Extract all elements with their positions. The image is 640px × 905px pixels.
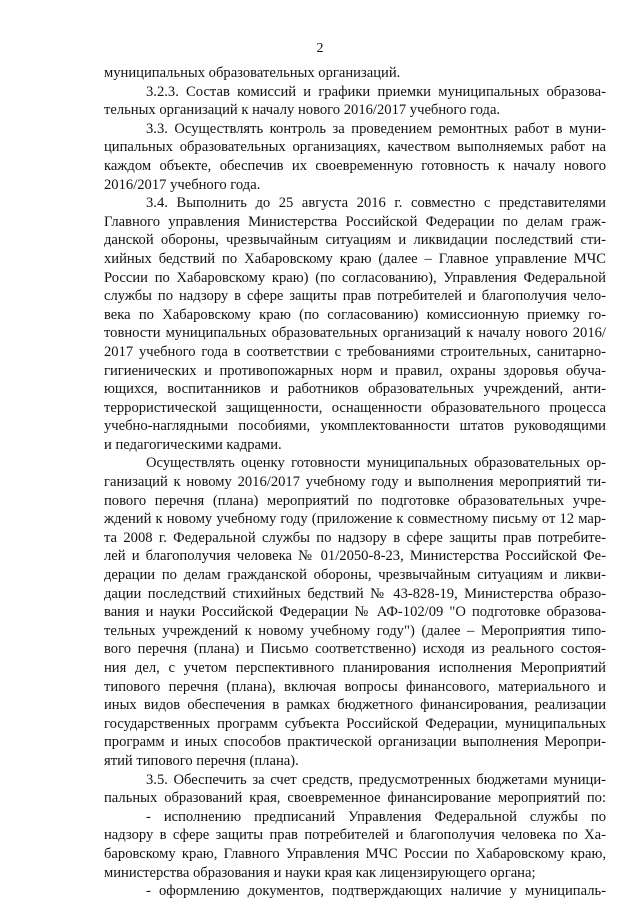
text-line: России по Хабаровскому краю) (по согласованию), Управления Федеральной <box>104 269 606 286</box>
text-line: учебно-наглядными пособиями, укомплектованности штатов руководящими <box>104 418 606 435</box>
text-line: государственных программ субъекта Российской Федерации, муниципальных <box>104 715 606 732</box>
text-line: данской обороны, чрезвычайным ситуациям и ликвидации последствий сти- <box>104 232 606 249</box>
text-line: Осуществлять оценку готовности муниципальных образовательных ор- <box>146 455 606 472</box>
text-line: 3.5. Обеспечить за счет средств, предусмотренных бюджетами муници- <box>146 771 606 788</box>
text-line: гигиенических и противопожарных норм и правил, охраны здоровья обуча- <box>104 362 606 379</box>
text-line: муниципальных образовательных организаций. <box>104 65 401 81</box>
text-line: вого перечня (плана) и Письмо соответственно) исходя из реального состоя- <box>104 641 606 658</box>
text-line: и педагогическими кадрами. <box>104 436 282 453</box>
text-line: пового перечня (плана) мероприятий по подготовке образовательных учре- <box>104 492 606 509</box>
text-line: надзору в сфере защиты прав потребителей и благополучия человека по Ха- <box>104 827 606 844</box>
text-line: пальных образований края, своевременное финансирование мероприятий по: <box>104 790 606 807</box>
text-line: министерства образования и науки края как лицензирующего органа; <box>104 864 536 881</box>
text-line: 3.3. Осуществлять контроль за проведением ремонтных работ в муни- <box>146 120 606 137</box>
text-line: дации последствий стихийных бедствий № 43-828-19, Министерства образо- <box>104 585 606 602</box>
document-body <box>104 64 606 901</box>
text-line: лей и благополучия человека № 01/2050-8-23, Министерства Российской Фе- <box>104 548 606 565</box>
text-line: ятий типового перечня (плана). <box>104 752 299 769</box>
text-line: - исполнению предписаний Управления Федеральной службы по <box>146 808 606 825</box>
text-line: - оформлению документов, подтверждающих наличие у муниципаль- <box>146 883 606 900</box>
text-line: 2016/2017 учебного года. <box>104 176 261 193</box>
text-line: хийных бедствий по Хабаровскому краю (далее – Главное управление МЧС <box>104 250 606 267</box>
text-line: каждом объекте, обеспечив их своевременную готовность к началу нового <box>104 157 606 174</box>
text-line: та 2008 г. Федеральной службы по надзору в сфере защиты прав потребите- <box>104 529 606 546</box>
text-line: службы по надзору в сфере защиты прав потребителей и благополучия чело- <box>104 288 606 305</box>
text-line: иных видов обеспечения в рамках бюджетного финансирования, реализации <box>104 697 606 714</box>
text-line: ждений к новому учебному году (приложение к совместному письму от 12 мар- <box>104 511 606 528</box>
text-line: Главного управления Министерства Российской Федерации по делам граж- <box>104 213 606 230</box>
text-line: дерации по делам гражданской обороны, чрезвычайным ситуациям и ликви- <box>104 567 606 584</box>
text-line: типового перечня (плана), включая вопросы финансового, материального и <box>104 678 606 695</box>
text-line: террористической защищенности, оснащенности образовательного процесса <box>104 399 606 416</box>
text-line: ния дел, с учетом перспективного планирования исполнения Мероприятий <box>104 660 606 676</box>
text-line: ющихся, воспитанников и работников образовательных учреждений, анти- <box>104 381 606 398</box>
text-line: программ и иных способов практической организации выполнения Меропри- <box>104 734 606 751</box>
text-line: вания и науки Российской Федерации № АФ-102/09 "О подготовке образова- <box>104 604 606 621</box>
text-line: баровскому краю, Главного Управления МЧС России по Хабаровскому краю, <box>104 845 606 862</box>
text-line: ганизаций к новому 2016/2017 учебному году и выполнения мероприятий ти- <box>104 474 606 491</box>
text-line: 3.2.3. Состав комиссий и графики приемки муниципальных образова- <box>146 83 606 100</box>
text-line: века по Хабаровскому краю (по согласованию) комиссионную приемку го- <box>104 306 606 323</box>
text-line: товности муниципальных образовательных организаций к началу нового 2016/ <box>104 325 606 342</box>
page-number: 2 <box>316 41 324 56</box>
text-line: 3.4. Выполнить до 25 августа 2016 г. совместно с представителями <box>146 195 606 212</box>
text-line: 2017 учебного года в соответствии с требованиями строительных, санитарно- <box>104 343 606 360</box>
text-line: тельных учреждений к новому учебному году") (далее – Мероприятия типо- <box>104 622 606 639</box>
text-line: тельных организаций к началу нового 2016/2017 учебного года. <box>104 102 501 119</box>
text-line: ципальных образовательных организациях, качеством выполняемых работ на <box>104 139 606 156</box>
